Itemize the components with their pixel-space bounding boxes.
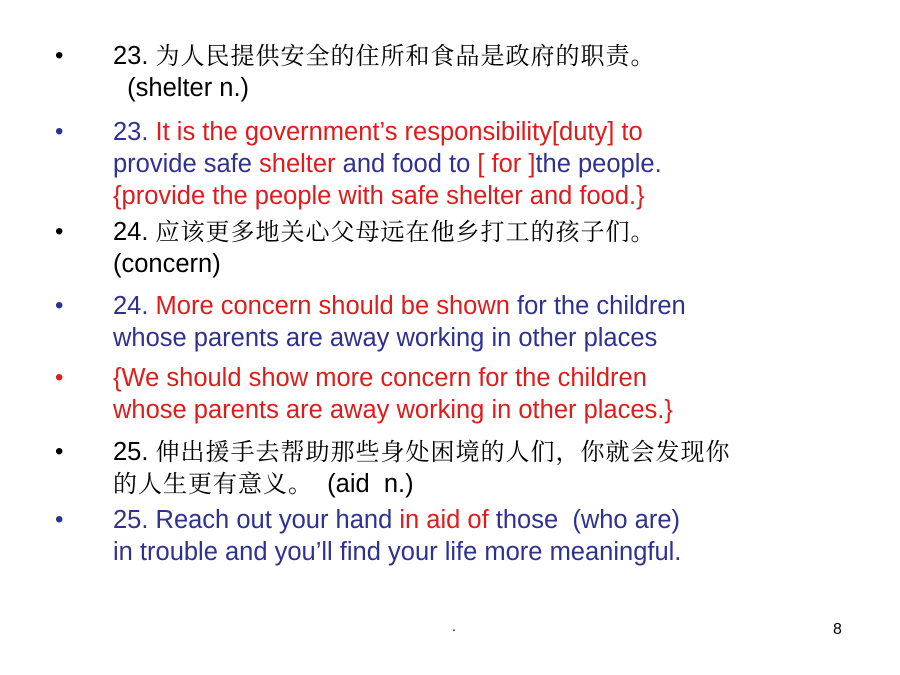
text-line [113, 362, 873, 394]
text-segment: those (who are) [488, 506, 681, 534]
text-line [113, 148, 873, 180]
text-line [113, 216, 873, 248]
text-line [113, 248, 873, 280]
text-segment: 24. [113, 218, 156, 246]
text-line [113, 536, 873, 568]
text-segment: shelter [259, 150, 336, 178]
bullet-icon: • [55, 438, 64, 465]
text-segment: {provide the people with safe shelter and food.} [113, 182, 645, 210]
text-segment: More concern should be shown [155, 292, 510, 320]
text-segment: It is the government’s responsibility[duty] to [155, 118, 643, 146]
text-segment: 的人生更有意义。 [113, 470, 313, 498]
item-text [113, 290, 873, 354]
item-text [113, 504, 873, 568]
bullet-icon: • [55, 42, 64, 69]
text-segment: 23. [113, 42, 156, 70]
bullet-icon: • [55, 218, 64, 245]
text-line [113, 116, 873, 148]
text-segment: {We should show more concern for the children [113, 364, 647, 392]
text-line [113, 394, 873, 426]
text-segment: for the children [509, 292, 686, 320]
bullet-icon: • [55, 364, 64, 391]
item-text [113, 362, 873, 426]
text-segment: (concern) [113, 250, 221, 278]
text-segment: 25. Reach out your hand [113, 506, 400, 534]
text-line [113, 180, 873, 212]
text-segment: 24. [113, 292, 156, 320]
text-line [113, 72, 873, 104]
text-segment: 伸出援手去帮助那些身处困境的人们，你就会发现你 [155, 438, 731, 466]
text-line [113, 468, 873, 500]
text-segment: in aid of [399, 506, 489, 534]
text-segment: and food to [335, 150, 478, 178]
page-number: 8 [833, 621, 842, 638]
text-line [113, 436, 873, 468]
footer-dot: . [452, 618, 456, 634]
text-segment: 23. [113, 118, 156, 146]
text-line [113, 40, 873, 72]
text-segment: [ for ] [477, 150, 536, 178]
text-segment: whose parents are away working in other places.} [113, 396, 673, 424]
text-segment: (shelter n.) [113, 74, 250, 102]
text-segment: in trouble and you’ll find your life more meaningful. [113, 538, 682, 566]
text-segment: 应该更多地关心父母远在他乡打工的孩子们。 [155, 218, 656, 246]
bullet-icon: • [55, 292, 64, 319]
item-text [113, 116, 873, 212]
text-line [113, 504, 873, 536]
item-text [113, 436, 873, 500]
text-segment: whose parents are away working in other places [113, 324, 658, 352]
text-line [113, 290, 873, 322]
bullet-icon: • [55, 118, 64, 145]
bullet-icon: • [55, 506, 64, 533]
text-line [113, 322, 873, 354]
text-segment: (aid n.) [313, 470, 414, 498]
text-segment: 25. [113, 438, 156, 466]
item-text [113, 40, 873, 104]
text-segment: 为人民提供安全的住所和食品是政府的职责。 [155, 42, 656, 70]
text-segment: the people. [535, 150, 662, 178]
item-text [113, 216, 873, 280]
text-segment: provide safe [113, 150, 260, 178]
